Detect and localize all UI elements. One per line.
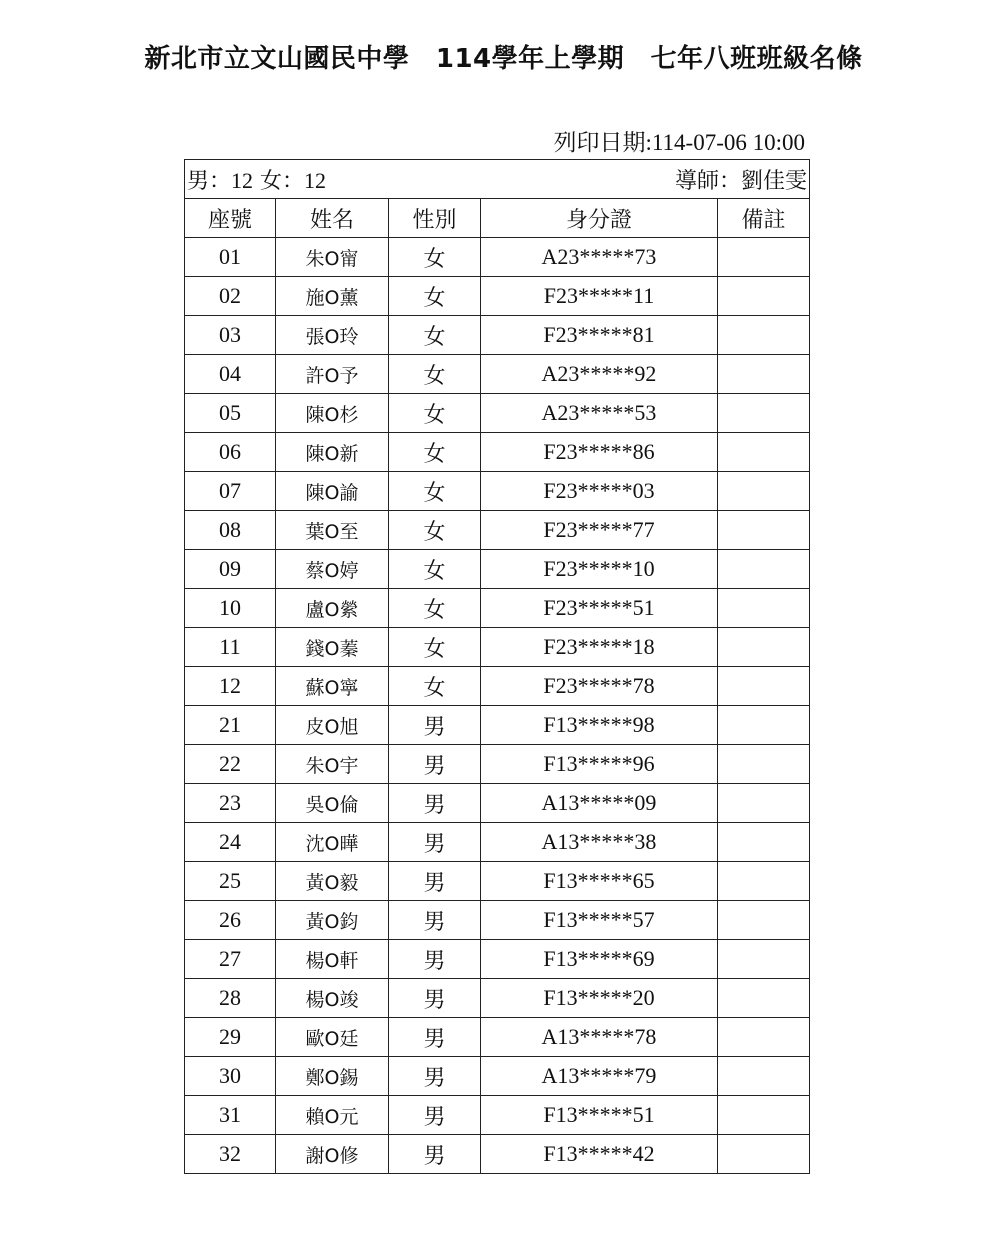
name-cell: 朱O甯	[276, 238, 389, 277]
note-cell	[718, 472, 810, 511]
seat-cell: 25	[185, 862, 276, 901]
id-cell: F13*****20	[481, 979, 718, 1018]
gender-cell: 女	[389, 277, 481, 316]
gender-cell: 男	[389, 901, 481, 940]
id-cell: F13*****42	[481, 1135, 718, 1174]
id-cell: F23*****77	[481, 511, 718, 550]
name-cell: 錢O蓁	[276, 628, 389, 667]
name-cell: 蔡O婷	[276, 550, 389, 589]
table-row	[185, 784, 810, 823]
seat-cell: 07	[185, 472, 276, 511]
seat-cell: 09	[185, 550, 276, 589]
seat-cell: 30	[185, 1057, 276, 1096]
gender-cell: 男	[389, 706, 481, 745]
note-cell	[718, 589, 810, 628]
table-row	[185, 394, 810, 433]
name-cell: 鄭O錫	[276, 1057, 389, 1096]
seat-cell: 10	[185, 589, 276, 628]
gender-cell: 男	[389, 1096, 481, 1135]
name-cell: 謝O修	[276, 1135, 389, 1174]
gender-cell: 女	[389, 433, 481, 472]
table-row	[185, 706, 810, 745]
summary-row	[185, 160, 810, 199]
seat-cell: 24	[185, 823, 276, 862]
gender-count	[187, 164, 326, 195]
seat-cell: 27	[185, 940, 276, 979]
name-cell: 楊O竣	[276, 979, 389, 1018]
gender-cell: 女	[389, 589, 481, 628]
id-cell: F13*****69	[481, 940, 718, 979]
summary-cell	[185, 160, 810, 199]
homeroom-teacher: 導師：劉佳雯	[675, 168, 808, 194]
gender-cell: 女	[389, 355, 481, 394]
male-count: 12	[231, 167, 254, 193]
seat-cell: 08	[185, 511, 276, 550]
note-cell	[718, 979, 810, 1018]
id-cell: A23*****92	[481, 355, 718, 394]
header-seat: 座號	[185, 199, 276, 238]
name-cell: 黃O鈞	[276, 901, 389, 940]
name-cell: 蘇O寧	[276, 667, 389, 706]
note-cell	[718, 316, 810, 355]
gender-cell: 女	[389, 667, 481, 706]
note-cell	[718, 1057, 810, 1096]
table-row	[185, 1135, 810, 1174]
table-row	[185, 823, 810, 862]
gender-cell: 男	[389, 1057, 481, 1096]
name-cell: 皮O旭	[276, 706, 389, 745]
id-cell: F23*****51	[481, 589, 718, 628]
gender-cell: 男	[389, 823, 481, 862]
id-cell: F13*****57	[481, 901, 718, 940]
seat-cell: 23	[185, 784, 276, 823]
table-row	[185, 238, 810, 277]
table-row	[185, 901, 810, 940]
name-cell: 張O玲	[276, 316, 389, 355]
seat-cell: 26	[185, 901, 276, 940]
note-cell	[718, 862, 810, 901]
header-name: 姓名	[276, 199, 389, 238]
header-gender: 性別	[389, 199, 481, 238]
gender-cell: 女	[389, 472, 481, 511]
document-title: 新北市立文山國民中學 114學年上學期 七年八班班級名條	[144, 44, 863, 74]
note-cell	[718, 355, 810, 394]
note-cell	[718, 1018, 810, 1057]
table-row	[185, 316, 810, 355]
gender-cell: 女	[389, 238, 481, 277]
table-row	[185, 667, 810, 706]
name-cell: 賴O元	[276, 1096, 389, 1135]
id-cell: F13*****65	[481, 862, 718, 901]
male-count-label: 男：	[187, 168, 232, 194]
id-cell: F23*****11	[481, 277, 718, 316]
name-cell: 楊O軒	[276, 940, 389, 979]
gender-cell: 男	[389, 1135, 481, 1174]
gender-cell: 男	[389, 784, 481, 823]
gender-cell: 男	[389, 940, 481, 979]
note-cell	[718, 823, 810, 862]
print-date: 列印日期:114-07-06 10:00	[553, 130, 805, 155]
note-cell	[718, 238, 810, 277]
table-row	[185, 745, 810, 784]
id-cell: F23*****81	[481, 316, 718, 355]
name-cell: 朱O宇	[276, 745, 389, 784]
note-cell	[718, 706, 810, 745]
gender-cell: 女	[389, 628, 481, 667]
id-cell: F23*****86	[481, 433, 718, 472]
gender-cell: 男	[389, 1018, 481, 1057]
name-cell: 吳O倫	[276, 784, 389, 823]
name-cell: 沈O曄	[276, 823, 389, 862]
name-cell: 黃O毅	[276, 862, 389, 901]
note-cell	[718, 784, 810, 823]
header-note: 備註	[718, 199, 810, 238]
name-cell: 陳O諭	[276, 472, 389, 511]
note-cell	[718, 745, 810, 784]
table-row	[185, 589, 810, 628]
note-cell	[718, 1135, 810, 1174]
id-cell: A13*****78	[481, 1018, 718, 1057]
gender-cell: 男	[389, 862, 481, 901]
table-row	[185, 550, 810, 589]
note-cell	[718, 277, 810, 316]
table-row	[185, 979, 810, 1018]
note-cell	[718, 1096, 810, 1135]
table-row	[185, 355, 810, 394]
seat-cell: 31	[185, 1096, 276, 1135]
table-row	[185, 472, 810, 511]
seat-cell: 21	[185, 706, 276, 745]
gender-cell: 女	[389, 511, 481, 550]
gender-cell: 男	[389, 745, 481, 784]
table-row	[185, 1018, 810, 1057]
gender-cell: 女	[389, 316, 481, 355]
header-id: 身分證	[481, 199, 718, 238]
gender-cell: 女	[389, 394, 481, 433]
female-count-label: 女：	[260, 168, 305, 194]
seat-cell: 03	[185, 316, 276, 355]
seat-cell: 29	[185, 1018, 276, 1057]
id-cell: F23*****18	[481, 628, 718, 667]
note-cell	[718, 940, 810, 979]
female-count: 12	[304, 167, 327, 193]
id-cell: A13*****79	[481, 1057, 718, 1096]
table-row	[185, 1057, 810, 1096]
name-cell: 盧O縈	[276, 589, 389, 628]
seat-cell: 02	[185, 277, 276, 316]
table-row	[185, 1096, 810, 1135]
seat-cell: 04	[185, 355, 276, 394]
seat-cell: 06	[185, 433, 276, 472]
header-row	[185, 199, 810, 238]
name-cell: 歐O廷	[276, 1018, 389, 1057]
table-row	[185, 433, 810, 472]
name-cell: 陳O新	[276, 433, 389, 472]
id-cell: F23*****10	[481, 550, 718, 589]
note-cell	[718, 433, 810, 472]
table-row	[185, 628, 810, 667]
table-row	[185, 940, 810, 979]
name-cell: 許O予	[276, 355, 389, 394]
seat-cell: 11	[185, 628, 276, 667]
gender-cell: 男	[389, 979, 481, 1018]
note-cell	[718, 628, 810, 667]
id-cell: F13*****96	[481, 745, 718, 784]
id-cell: F13*****51	[481, 1096, 718, 1135]
id-cell: F23*****78	[481, 667, 718, 706]
id-cell: F13*****98	[481, 706, 718, 745]
gender-cell: 女	[389, 550, 481, 589]
note-cell	[718, 511, 810, 550]
seat-cell: 05	[185, 394, 276, 433]
id-cell: A13*****09	[481, 784, 718, 823]
seat-cell: 22	[185, 745, 276, 784]
seat-cell: 28	[185, 979, 276, 1018]
id-cell: A23*****73	[481, 238, 718, 277]
id-cell: A23*****53	[481, 394, 718, 433]
id-cell: A13*****38	[481, 823, 718, 862]
name-cell: 施O薰	[276, 277, 389, 316]
note-cell	[718, 667, 810, 706]
id-cell: F23*****03	[481, 472, 718, 511]
table-row	[185, 277, 810, 316]
class-roster-table	[184, 159, 810, 1174]
name-cell: 陳O杉	[276, 394, 389, 433]
note-cell	[718, 394, 810, 433]
note-cell	[718, 901, 810, 940]
seat-cell: 32	[185, 1135, 276, 1174]
table-row	[185, 511, 810, 550]
name-cell: 葉O至	[276, 511, 389, 550]
seat-cell: 01	[185, 238, 276, 277]
table-row	[185, 862, 810, 901]
note-cell	[718, 550, 810, 589]
seat-cell: 12	[185, 667, 276, 706]
